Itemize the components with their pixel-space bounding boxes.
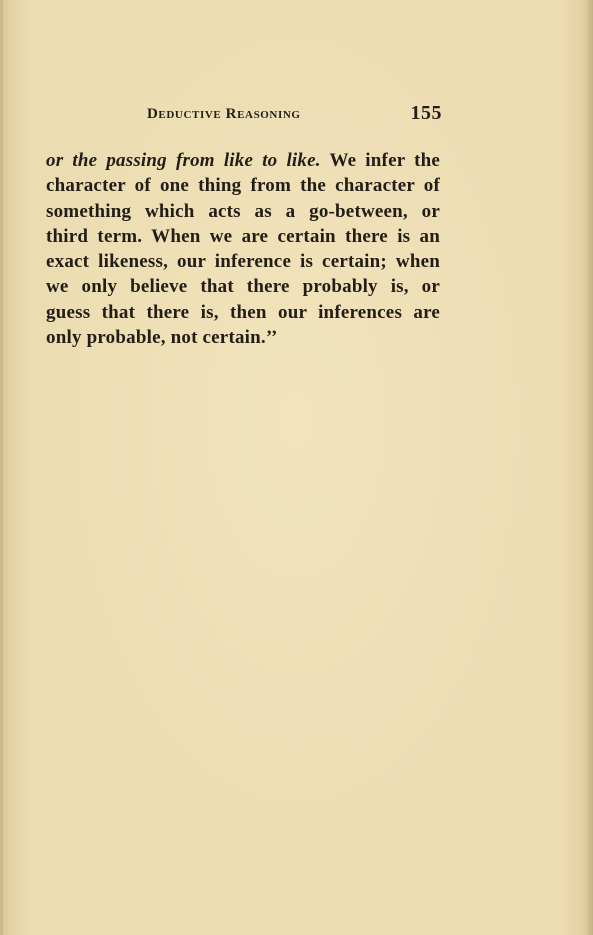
text-line: guess that there is, then our inferences are <box>46 301 440 323</box>
text-line: only probable, not certain.’’ <box>46 327 278 349</box>
page-edge-right <box>585 0 593 935</box>
text-line: character of one thing from the character of <box>46 175 440 197</box>
text-line: something which acts as a go-between, or <box>46 200 440 222</box>
text-line <box>46 148 440 173</box>
italic-phrase: or the passing from like to like. <box>46 150 321 171</box>
body-paragraph <box>46 148 440 350</box>
running-head-title: Deductive Reasoning <box>147 106 301 122</box>
text-fragment: We infer the <box>320 150 441 171</box>
page-edge-left <box>0 0 3 935</box>
text-line: exact likeness, our inference is certain; when <box>46 251 440 273</box>
running-head <box>147 102 442 128</box>
text-line: third term. When we are certain there is an <box>46 225 440 247</box>
text-line: we only believe that there probably is, or <box>46 276 440 298</box>
page-number: 155 <box>410 102 442 124</box>
